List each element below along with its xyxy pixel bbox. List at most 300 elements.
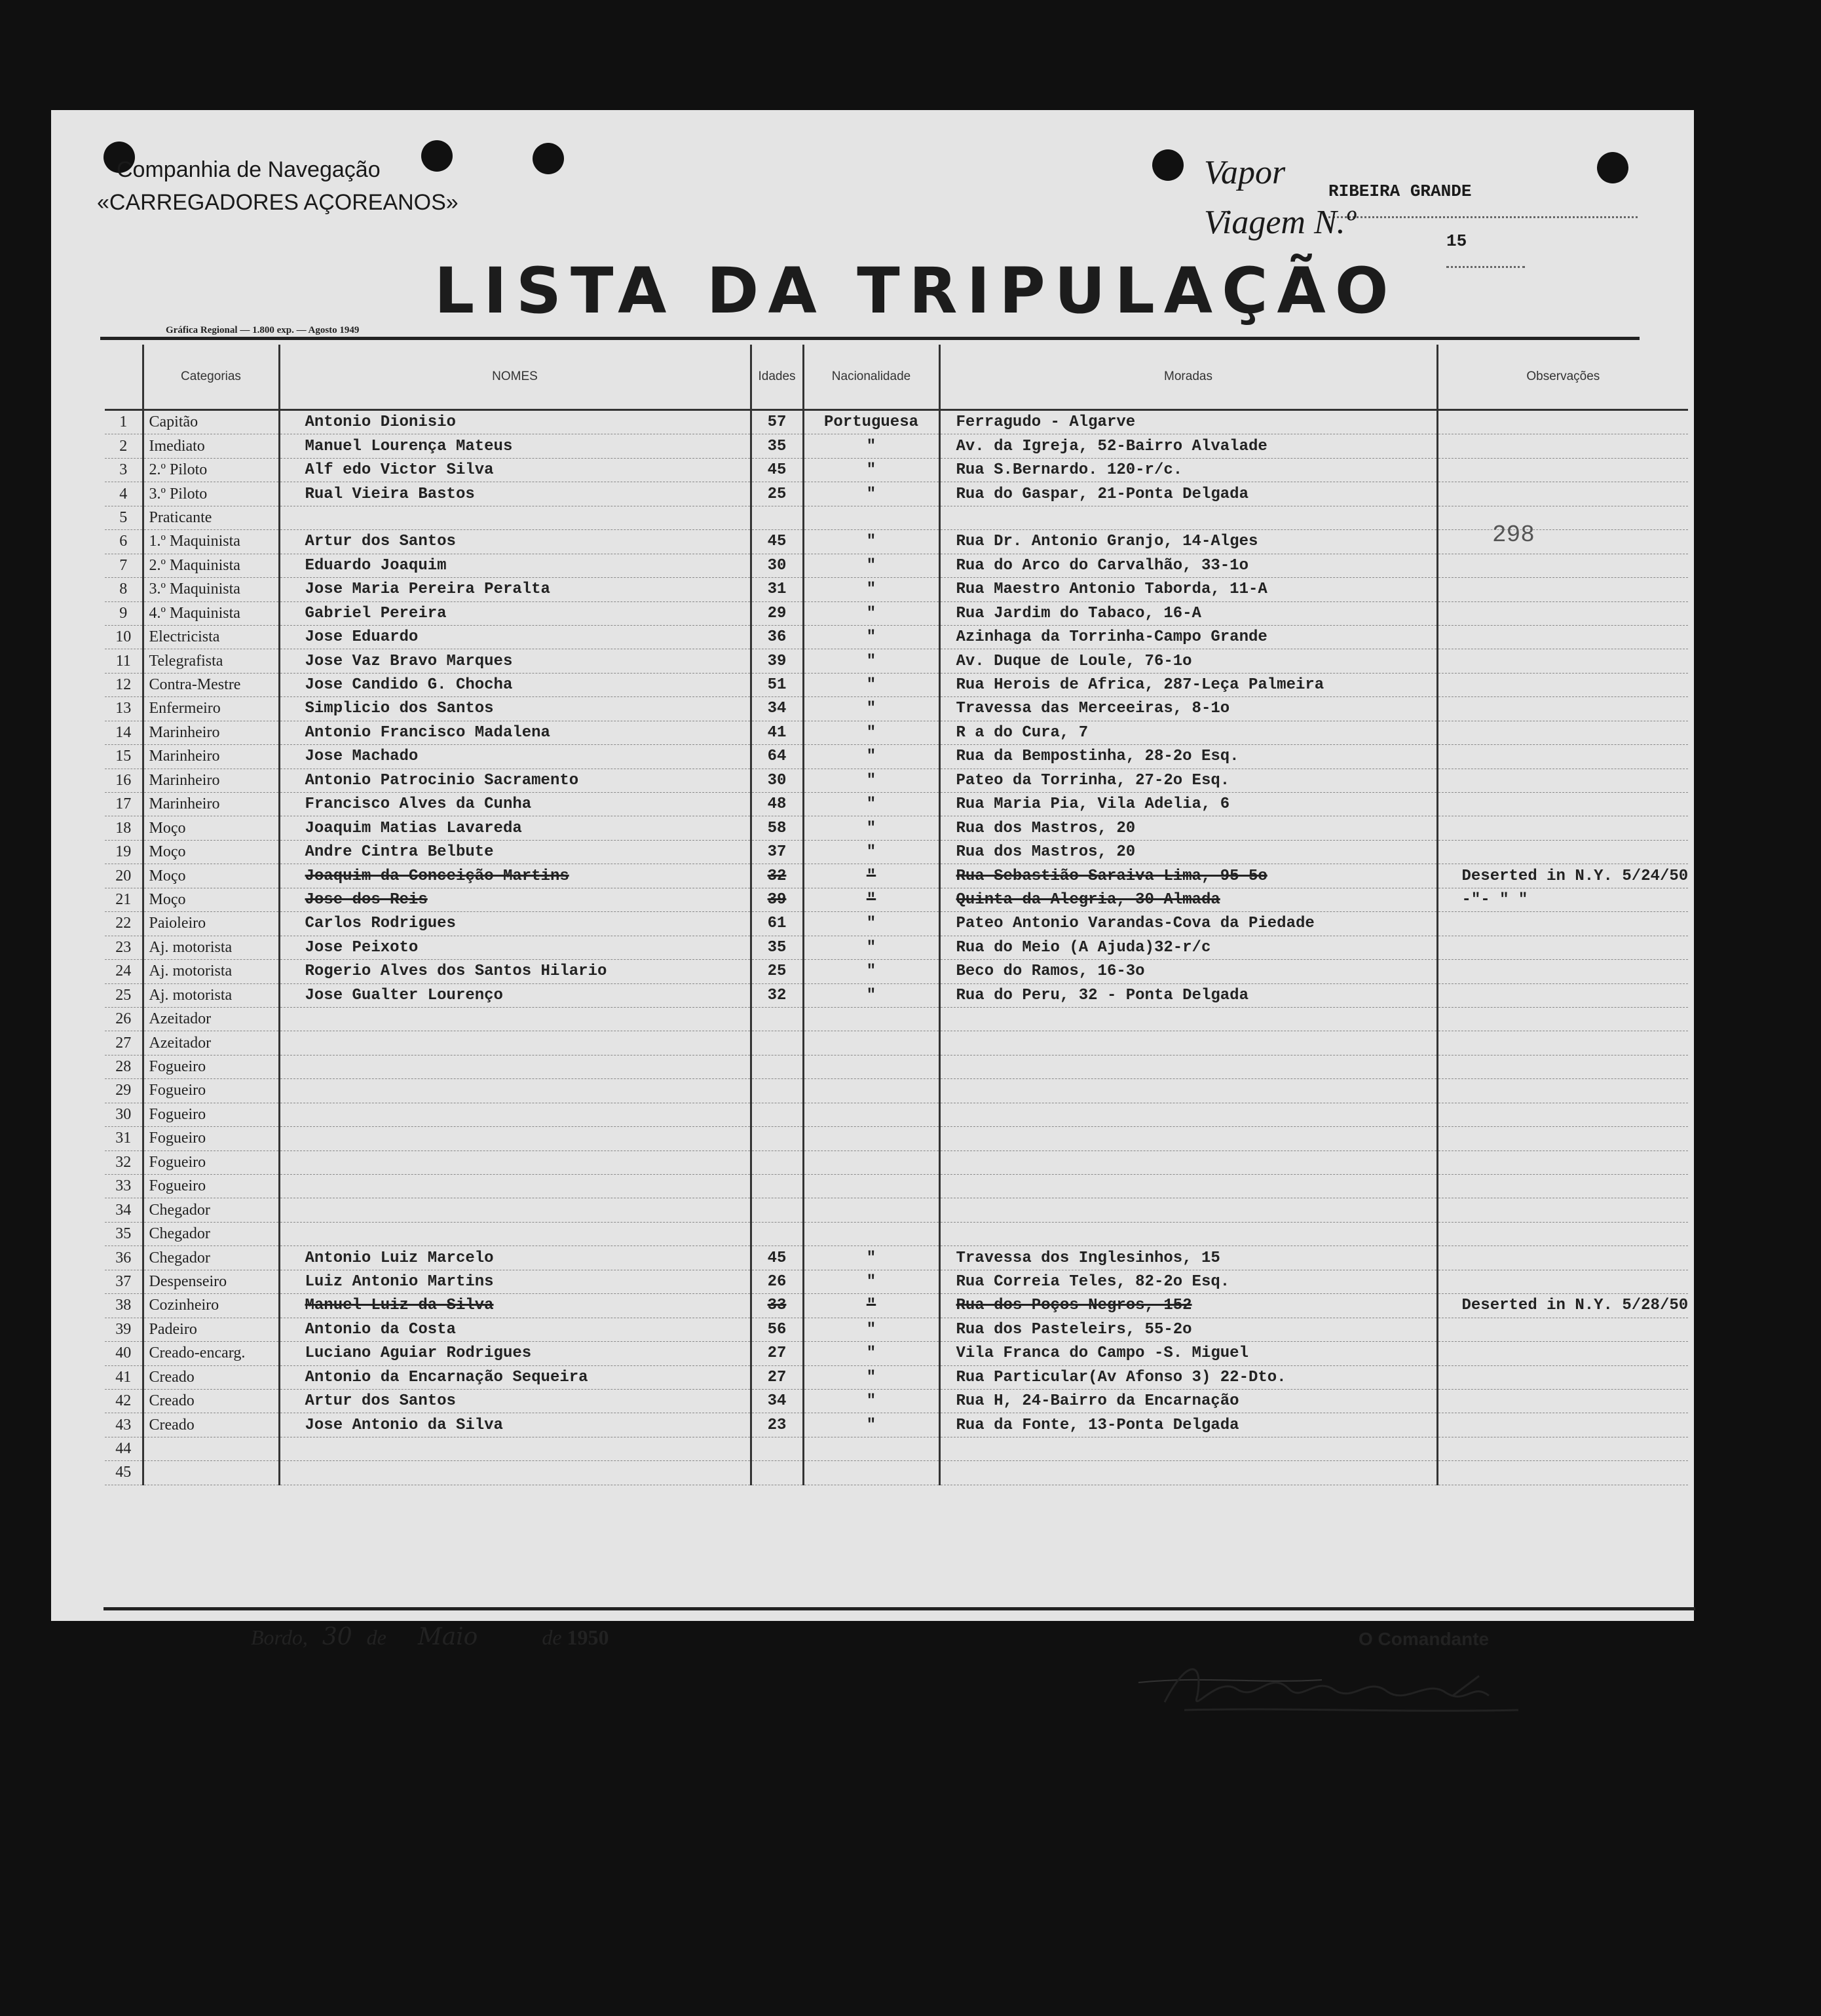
- crew-age: [751, 1055, 803, 1078]
- crew-name: Jose Antonio da Silva: [279, 1413, 751, 1437]
- row-number: 43: [105, 1413, 143, 1437]
- crew-address: Rua dos Poços Negros, 152: [939, 1294, 1437, 1318]
- crew-age: 45: [751, 458, 803, 482]
- crew-address: [939, 1007, 1437, 1031]
- crew-nationality: [803, 1222, 939, 1246]
- crew-address: [939, 506, 1437, 529]
- crew-address: Rua Herois de Africa, 287-Leça Palmeira: [939, 673, 1437, 696]
- table-row: [105, 601, 1688, 625]
- crew-age: 57: [751, 410, 803, 434]
- crew-observation: [1437, 482, 1688, 506]
- crew-address: [939, 1437, 1437, 1460]
- crew-age: [751, 1007, 803, 1031]
- crew-age: [751, 1222, 803, 1246]
- table-row: [105, 769, 1688, 792]
- table-row: [105, 1175, 1688, 1198]
- table-row: [105, 649, 1688, 673]
- row-category: Moço: [143, 888, 279, 911]
- crew-name: Antonio Francisco Madalena: [279, 721, 751, 744]
- crew-age: 51: [751, 673, 803, 696]
- row-number: 29: [105, 1079, 143, 1103]
- crew-observation: [1437, 769, 1688, 792]
- crew-nationality: ": [803, 793, 939, 816]
- row-number: 11: [105, 649, 143, 673]
- crew-age: 30: [751, 554, 803, 577]
- crew-age: 61: [751, 912, 803, 936]
- row-number: 32: [105, 1151, 143, 1174]
- crew-address: Pateo Antonio Varandas-Cova da Piedade: [939, 912, 1437, 936]
- crew-observation: [1437, 1342, 1688, 1365]
- crew-address: [939, 1079, 1437, 1103]
- crew-observation: [1437, 1079, 1688, 1103]
- crew-age: 30: [751, 769, 803, 792]
- crew-table: [105, 345, 1688, 1485]
- crew-nationality: ": [803, 434, 939, 458]
- row-number: 37: [105, 1270, 143, 1293]
- crew-age: 64: [751, 745, 803, 769]
- vapor-value: RIBEIRA GRANDE: [1328, 166, 1638, 218]
- crew-observation: [1437, 983, 1688, 1007]
- crew-nationality: ": [803, 1318, 939, 1341]
- row-number: 44: [105, 1437, 143, 1460]
- crew-observation: [1437, 697, 1688, 721]
- crew-age: 25: [751, 960, 803, 983]
- row-number: 10: [105, 625, 143, 649]
- commander-signature: [1125, 1637, 1558, 1728]
- row-category: 3.º Piloto: [143, 482, 279, 506]
- table-row: [105, 960, 1688, 983]
- table-row: [105, 578, 1688, 601]
- crew-observation: [1437, 506, 1688, 529]
- crew-name: Eduardo Joaquim: [279, 554, 751, 577]
- crew-address: Rua dos Pasteleirs, 55-2o: [939, 1318, 1437, 1341]
- crew-observation: [1437, 1151, 1688, 1174]
- crew-nationality: [803, 1103, 939, 1126]
- crew-nationality: ": [803, 936, 939, 959]
- crew-name: [279, 1461, 751, 1485]
- crew-age: 37: [751, 840, 803, 864]
- row-number: 18: [105, 816, 143, 840]
- row-category: Marinheiro: [143, 721, 279, 744]
- crew-nationality: ": [803, 625, 939, 649]
- crew-observation: [1437, 1222, 1688, 1246]
- crew-observation: [1437, 458, 1688, 482]
- crew-name: Andre Cintra Belbute: [279, 840, 751, 864]
- company-subtitle: «CARREGADORES AÇOREANOS»: [97, 190, 459, 215]
- crew-age: 34: [751, 1389, 803, 1413]
- crew-nationality: ": [803, 482, 939, 506]
- crew-nationality: ": [803, 1413, 939, 1437]
- crew-observation: [1437, 816, 1688, 840]
- crew-age: 25: [751, 482, 803, 506]
- crew-observation: [1437, 1127, 1688, 1151]
- row-category: Padeiro: [143, 1318, 279, 1341]
- crew-observation: [1437, 721, 1688, 744]
- commandante-label: O Comandante: [1359, 1629, 1490, 1649]
- crew-observation: [1437, 1365, 1688, 1389]
- vapor-row: [1204, 148, 1472, 201]
- crew-nationality: ": [803, 578, 939, 601]
- crew-name: Manuel Luiz da Silva: [279, 1294, 751, 1318]
- crew-age: [751, 1103, 803, 1126]
- row-number: 45: [105, 1461, 143, 1485]
- crew-address: Av. Duque de Loule, 76-1o: [939, 649, 1437, 673]
- crew-address: Rua Maestro Antonio Taborda, 11-A: [939, 578, 1437, 601]
- crew-nationality: [803, 1151, 939, 1174]
- de-label: de: [366, 1626, 386, 1649]
- crew-age: 23: [751, 1413, 803, 1437]
- row-category: Chegador: [143, 1198, 279, 1222]
- crew-name: Antonio Luiz Marcelo: [279, 1246, 751, 1270]
- crew-address: Pateo da Torrinha, 27-2o Esq.: [939, 769, 1437, 792]
- crew-age: 33: [751, 1294, 803, 1318]
- row-category: Fogueiro: [143, 1151, 279, 1174]
- divider: [103, 1607, 1695, 1610]
- row-category: Moço: [143, 864, 279, 888]
- row-number: 22: [105, 912, 143, 936]
- row-category: Creado-encarg.: [143, 1342, 279, 1365]
- crew-address: Azinhaga da Torrinha-Campo Grande: [939, 625, 1437, 649]
- table-row: [105, 554, 1688, 577]
- row-category: Marinheiro: [143, 769, 279, 792]
- crew-name: [279, 1222, 751, 1246]
- crew-age: 32: [751, 983, 803, 1007]
- row-category: Imediato: [143, 434, 279, 458]
- crew-age: 58: [751, 816, 803, 840]
- viagem-label: Viagem N.º: [1204, 204, 1356, 241]
- row-category: Chegador: [143, 1222, 279, 1246]
- crew-nationality: ": [803, 1246, 939, 1270]
- crew-name: Jose Gualter Lourenço: [279, 983, 751, 1007]
- punch-hole: [1152, 149, 1184, 181]
- table-row: [105, 530, 1688, 554]
- vapor-label: Vapor: [1204, 154, 1286, 191]
- crew-name: Antonio Patrocinio Sacramento: [279, 769, 751, 792]
- crew-observation: [1437, 1270, 1688, 1293]
- row-number: 36: [105, 1246, 143, 1270]
- crew-address: [939, 1031, 1437, 1055]
- crew-name: Jose Machado: [279, 745, 751, 769]
- row-category: Fogueiro: [143, 1127, 279, 1151]
- crew-age: 32: [751, 864, 803, 888]
- row-category: Fogueiro: [143, 1103, 279, 1126]
- header-idades: Idades: [751, 345, 803, 410]
- row-category: 2.º Maquinista: [143, 554, 279, 577]
- crew-address: Rua Correia Teles, 82-2o Esq.: [939, 1270, 1437, 1293]
- crew-observation: [1437, 1198, 1688, 1222]
- row-number: 8: [105, 578, 143, 601]
- table-row: [105, 840, 1688, 864]
- row-number: 17: [105, 793, 143, 816]
- date-day: 30: [322, 1624, 352, 1650]
- crew-name: Artur dos Santos: [279, 530, 751, 554]
- row-category: Despenseiro: [143, 1270, 279, 1293]
- crew-observation: [1437, 793, 1688, 816]
- table-row: [105, 506, 1688, 529]
- row-category: Aj. motorista: [143, 983, 279, 1007]
- table-row: [105, 1413, 1688, 1437]
- crew-table-body: [105, 410, 1688, 1485]
- crew-address: Rua Jardim do Tabaco, 16-A: [939, 601, 1437, 625]
- crew-address: Ferragudo - Algarve: [939, 410, 1437, 434]
- crew-name: [279, 1127, 751, 1151]
- crew-age: 29: [751, 601, 803, 625]
- crew-name: [279, 1437, 751, 1460]
- table-row: [105, 864, 1688, 888]
- crew-observation: [1437, 912, 1688, 936]
- table-row: [105, 434, 1688, 458]
- crew-name: Jose Peixoto: [279, 936, 751, 959]
- row-number: 15: [105, 745, 143, 769]
- crew-name: Simplicio dos Santos: [279, 697, 751, 721]
- crew-observation: [1437, 960, 1688, 983]
- row-number: 28: [105, 1055, 143, 1078]
- row-number: 21: [105, 888, 143, 911]
- row-category: 1.º Maquinista: [143, 530, 279, 554]
- table-row: [105, 458, 1688, 482]
- table-row: [105, 1270, 1688, 1293]
- crew-name: Joaquim Matias Lavareda: [279, 816, 751, 840]
- crew-address: R a do Cura, 7: [939, 721, 1437, 744]
- crew-name: Antonio Dionisio: [279, 410, 751, 434]
- crew-name: Jose Vaz Bravo Marques: [279, 649, 751, 673]
- crew-address: Beco do Ramos, 16-3o: [939, 960, 1437, 983]
- crew-name: Carlos Rodrigues: [279, 912, 751, 936]
- crew-name: Antonio da Encarnação Sequeira: [279, 1365, 751, 1389]
- crew-address: Rua do Arco do Carvalhão, 33-1o: [939, 554, 1437, 577]
- row-category: Azeitador: [143, 1007, 279, 1031]
- row-category: Fogueiro: [143, 1175, 279, 1198]
- row-number: 26: [105, 1007, 143, 1031]
- crew-nationality: ": [803, 1294, 939, 1318]
- crew-name: Artur dos Santos: [279, 1389, 751, 1413]
- row-number: 2: [105, 434, 143, 458]
- crew-observation: [1437, 649, 1688, 673]
- row-category: Praticante: [143, 506, 279, 529]
- table-row: [105, 697, 1688, 721]
- crew-address: [939, 1103, 1437, 1126]
- row-number: 40: [105, 1342, 143, 1365]
- crew-address: [939, 1055, 1437, 1078]
- row-category: Fogueiro: [143, 1055, 279, 1078]
- crew-name: Manuel Lourença Mateus: [279, 434, 751, 458]
- table-row: [105, 816, 1688, 840]
- row-category: Azeitador: [143, 1031, 279, 1055]
- table-row: [105, 1103, 1688, 1126]
- row-category: Capitão: [143, 410, 279, 434]
- crew-observation: [1437, 554, 1688, 577]
- row-category: Moço: [143, 816, 279, 840]
- page-number-annotation: 298: [1492, 522, 1535, 548]
- crew-name: Jose Candido G. Chocha: [279, 673, 751, 696]
- crew-nationality: ": [803, 697, 939, 721]
- crew-nationality: ": [803, 840, 939, 864]
- crew-nationality: ": [803, 983, 939, 1007]
- crew-age: 31: [751, 578, 803, 601]
- crew-name: [279, 1007, 751, 1031]
- crew-address: [939, 1151, 1437, 1174]
- crew-name: [279, 1198, 751, 1222]
- crew-nationality: ": [803, 888, 939, 911]
- table-row: [105, 1437, 1688, 1460]
- crew-observation: [1437, 840, 1688, 864]
- crew-nationality: [803, 1198, 939, 1222]
- date-line: [251, 1624, 609, 1650]
- table-row: [105, 1007, 1688, 1031]
- crew-nationality: ": [803, 769, 939, 792]
- row-number: 23: [105, 936, 143, 959]
- row-category: Chegador: [143, 1246, 279, 1270]
- row-number: 1: [105, 410, 143, 434]
- row-category: 2.º Piloto: [143, 458, 279, 482]
- viagem-row: [1204, 198, 1467, 251]
- crew-observation: [1437, 625, 1688, 649]
- table-row: [105, 1198, 1688, 1222]
- row-number: 30: [105, 1103, 143, 1126]
- crew-observation: [1437, 1437, 1688, 1460]
- crew-age: 26: [751, 1270, 803, 1293]
- crew-nationality: ": [803, 912, 939, 936]
- divider: [100, 337, 1640, 340]
- table-row: [105, 625, 1688, 649]
- row-number: 34: [105, 1198, 143, 1222]
- crew-address: Rua do Meio (A Ajuda)32-r/c: [939, 936, 1437, 959]
- header-observacoes: Observações: [1437, 345, 1688, 410]
- row-category: 3.º Maquinista: [143, 578, 279, 601]
- crew-nationality: ": [803, 554, 939, 577]
- crew-nationality: [803, 1461, 939, 1485]
- table-row: [105, 936, 1688, 959]
- row-number: 33: [105, 1175, 143, 1198]
- header-number: [105, 345, 143, 410]
- header-nacionalidade: Nacionalidade: [803, 345, 939, 410]
- crew-address: Rua dos Mastros, 20: [939, 840, 1437, 864]
- row-number: 27: [105, 1031, 143, 1055]
- row-number: 4: [105, 482, 143, 506]
- crew-observation: [1437, 530, 1688, 554]
- crew-address: Travessa das Merceeiras, 8-1o: [939, 697, 1437, 721]
- row-number: 25: [105, 983, 143, 1007]
- row-category: Creado: [143, 1413, 279, 1437]
- viagem-value: 15: [1446, 216, 1525, 268]
- crew-address: [939, 1127, 1437, 1151]
- crew-observation: [1437, 1246, 1688, 1270]
- crew-age: 45: [751, 530, 803, 554]
- crew-nationality: ": [803, 601, 939, 625]
- crew-age: 27: [751, 1365, 803, 1389]
- crew-nationality: ": [803, 1270, 939, 1293]
- crew-observation: [1437, 1007, 1688, 1031]
- crew-age: 34: [751, 697, 803, 721]
- table-row: [105, 1222, 1688, 1246]
- crew-address: [939, 1198, 1437, 1222]
- table-row: [105, 482, 1688, 506]
- crew-observation: [1437, 1461, 1688, 1485]
- crew-age: 48: [751, 793, 803, 816]
- crew-nationality: [803, 1055, 939, 1078]
- crew-address: [939, 1222, 1437, 1246]
- crew-age: [751, 1079, 803, 1103]
- row-number: 12: [105, 673, 143, 696]
- crew-nationality: ": [803, 1342, 939, 1365]
- crew-observation: [1437, 936, 1688, 959]
- row-number: 31: [105, 1127, 143, 1151]
- crew-observation: [1437, 1055, 1688, 1078]
- crew-age: [751, 1175, 803, 1198]
- row-category: Creado: [143, 1389, 279, 1413]
- crew-age: [751, 1461, 803, 1485]
- row-number: 9: [105, 601, 143, 625]
- crew-name: Rual Vieira Bastos: [279, 482, 751, 506]
- crew-address: [939, 1175, 1437, 1198]
- table-row: [105, 1318, 1688, 1341]
- crew-address: Rua Particular(Av Afonso 3) 22-Dto.: [939, 1365, 1437, 1389]
- table-row: [105, 888, 1688, 911]
- crew-observation: [1437, 601, 1688, 625]
- punch-hole: [533, 143, 564, 174]
- header-moradas: Moradas: [939, 345, 1437, 410]
- printer-imprint: Gráfica Regional — 1.800 exp. — Agosto 1949: [166, 325, 360, 335]
- crew-observation: [1437, 745, 1688, 769]
- crew-age: [751, 1198, 803, 1222]
- crew-nationality: [803, 1127, 939, 1151]
- table-row: [105, 745, 1688, 769]
- crew-name: [279, 1031, 751, 1055]
- crew-address: Rua Sebastião Saraiva Lima, 95-5o: [939, 864, 1437, 888]
- crew-address: Rua dos Mastros, 20: [939, 816, 1437, 840]
- crew-list-sheet: [51, 110, 1694, 1650]
- date-month: Maio: [417, 1624, 478, 1650]
- crew-address: Rua H, 24-Bairro da Encarnação: [939, 1389, 1437, 1413]
- crew-observation: -"- " ": [1437, 888, 1688, 911]
- crew-nationality: ": [803, 745, 939, 769]
- crew-observation: [1437, 410, 1688, 434]
- crew-age: 35: [751, 936, 803, 959]
- crew-address: Rua do Gaspar, 21-Ponta Delgada: [939, 482, 1437, 506]
- row-category: [143, 1437, 279, 1460]
- row-category: Aj. motorista: [143, 960, 279, 983]
- table-row: [105, 1294, 1688, 1318]
- crew-age: 56: [751, 1318, 803, 1341]
- vessel-info: [1204, 148, 1472, 251]
- crew-name: [279, 1103, 751, 1126]
- row-category: Cozinheiro: [143, 1294, 279, 1318]
- crew-address: Rua da Fonte, 13-Ponta Delgada: [939, 1413, 1437, 1437]
- company-header: [97, 153, 459, 219]
- crew-nationality: [803, 1079, 939, 1103]
- row-category: Fogueiro: [143, 1079, 279, 1103]
- crew-name: Jose Eduardo: [279, 625, 751, 649]
- row-category: Marinheiro: [143, 793, 279, 816]
- table-row: [105, 1461, 1688, 1485]
- crew-nationality: [803, 1437, 939, 1460]
- crew-nationality: Portuguesa: [803, 410, 939, 434]
- crew-age: [751, 1127, 803, 1151]
- crew-address: Rua da Bempostinha, 28-2o Esq.: [939, 745, 1437, 769]
- crew-address: [939, 1461, 1437, 1485]
- crew-observation: [1437, 1389, 1688, 1413]
- crew-observation: Deserted in N.Y. 5/24/50: [1437, 864, 1688, 888]
- de-label: de: [542, 1626, 562, 1649]
- row-number: 16: [105, 769, 143, 792]
- table-row: [105, 912, 1688, 936]
- crew-address: Av. da Igreja, 52-Bairro Alvalade: [939, 434, 1437, 458]
- table-row: [105, 1031, 1688, 1055]
- crew-name: [279, 1151, 751, 1174]
- crew-name: Luiz Antonio Martins: [279, 1270, 751, 1293]
- table-row: [105, 1151, 1688, 1174]
- crew-name: Gabriel Pereira: [279, 601, 751, 625]
